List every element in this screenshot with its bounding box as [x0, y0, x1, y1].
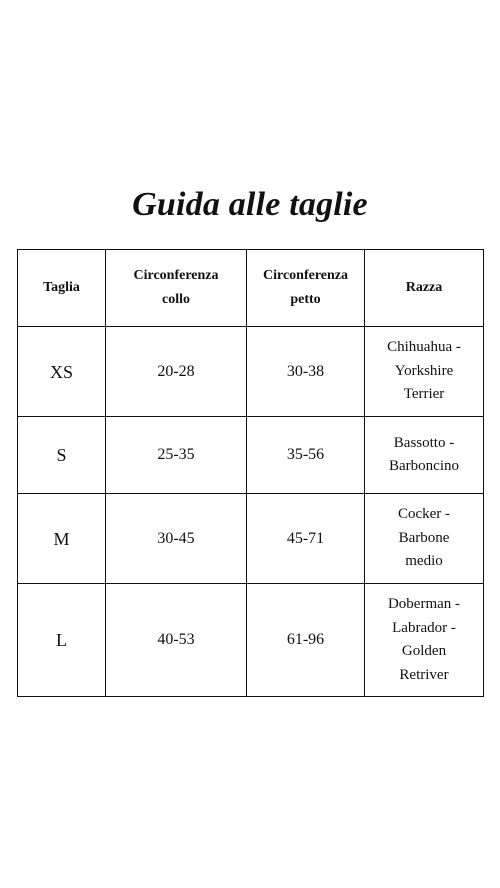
- table-row: [18, 327, 484, 417]
- header-neck-line1: Circonferenza: [133, 268, 219, 283]
- table-row: [18, 494, 484, 584]
- header-breed: [365, 250, 484, 327]
- breed-line: Barbone: [398, 529, 450, 546]
- header-breed-label: Razza: [405, 280, 443, 295]
- cell-breed: [365, 494, 484, 584]
- breed-line: Labrador -: [392, 619, 456, 636]
- breed-line: medio: [405, 553, 443, 570]
- table-row: [18, 417, 484, 494]
- breed-line: Retriver: [399, 666, 449, 683]
- breed-line: Barboncino: [389, 458, 459, 474]
- breed-line: Doberman -: [387, 596, 461, 612]
- cell-chest: 45-71: [247, 494, 365, 584]
- header-chest-line1: Circonferenza: [262, 268, 348, 283]
- header-chest: [247, 250, 365, 327]
- breed-line: Yorkshire: [394, 362, 454, 379]
- breed-line: Terrier: [403, 386, 445, 403]
- header-size: [18, 250, 106, 327]
- header-neck-line2: collo: [162, 292, 190, 307]
- header-neck: [106, 250, 247, 327]
- cell-neck: 25-35: [106, 417, 247, 494]
- cell-neck: 20-28: [106, 327, 247, 417]
- cell-chest: 35-56: [247, 417, 365, 494]
- header-chest-line2: petto: [290, 292, 321, 307]
- cell-size: L: [18, 584, 106, 697]
- breed-line: Bassotto -: [393, 434, 455, 451]
- breed-line: Golden: [401, 643, 447, 659]
- size-guide-table: [17, 249, 484, 697]
- breed-line: Chihuahua -: [387, 339, 461, 356]
- header-size-label: Taglia: [43, 280, 80, 295]
- breed-line: Cocker -: [397, 506, 451, 523]
- cell-neck: 30-45: [106, 494, 247, 584]
- cell-size: M: [18, 494, 106, 584]
- cell-breed: [365, 584, 484, 697]
- table-header-row: [18, 250, 484, 327]
- cell-chest: 61-96: [247, 584, 365, 697]
- page-title: Guida alle taglie: [132, 186, 368, 223]
- cell-size: S: [18, 417, 106, 494]
- table-row: [18, 584, 484, 697]
- cell-neck: 40-53: [106, 584, 247, 697]
- cell-breed: [365, 417, 484, 494]
- cell-chest: 30-38: [247, 327, 365, 417]
- cell-breed: [365, 327, 484, 417]
- cell-size: XS: [18, 327, 106, 417]
